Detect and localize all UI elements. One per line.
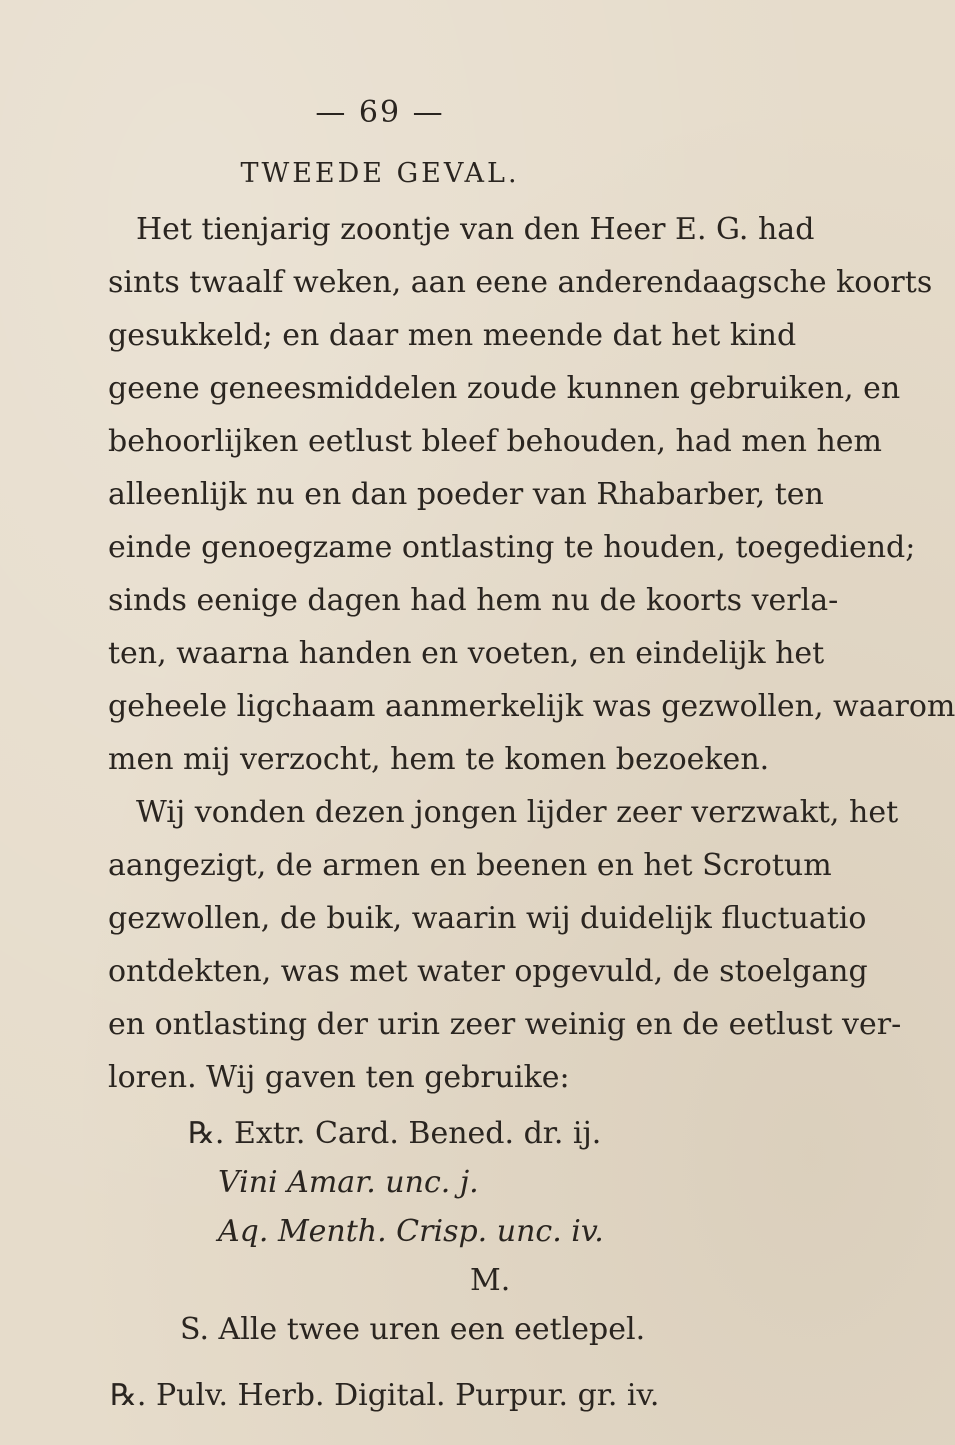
text-line: ten, waarna handen en voeten, en eindelijk het [108,636,825,671]
text-line: sinds eenige dagen had hem nu de koorts verla- [108,583,839,618]
text-line: gesukkeld; en daar men meende dat het kind [108,318,797,353]
text-line: gezwollen, de buik, waarin wij duidelijk fluctuatio [108,901,867,936]
text-line: behoorlijken eetlust bleef behouden, had men hem [108,424,882,459]
text-line: men mij verzocht, hem te komen bezoeken. [108,742,770,777]
text-line: geheele ligchaam aanmerkelijk was gezwollen, waarom [108,689,955,724]
text-line: sints twaalf weken, aan eene anderendaagsche koorts [108,265,933,300]
rx-line: ℞. Pulv. Herb. Digital. Purpur. gr. iv. [110,1378,660,1413]
text-line: einde genoegzame ontlasting te houden, toegediend; [108,530,916,565]
text-line: loren. Wij gaven ten gebruike: [108,1060,570,1095]
text-line: geene geneesmiddelen zoude kunnen gebruiken, en [108,371,901,406]
rx-line: Aq. Menth. Crisp. unc. iv. [218,1214,604,1249]
text-line: Wij vonden dezen jongen lijder zeer verzwakt, het [136,795,899,830]
rx-line: Vini Amar. unc. j. [218,1165,479,1200]
text-line: en ontlasting der urin zeer weinig en de eetlust ver- [108,1007,902,1042]
text-line: ontdekten, was met water opgevuld, de stoelgang [108,954,868,989]
rx-line: ℞. Extr. Card. Bened. dr. ij. [188,1116,602,1151]
section-heading: TWEEDE GEVAL. [240,158,520,189]
text-line: aangezigt, de armen en beenen en het Scrotum [108,848,832,883]
text-line: alleenlijk nu en dan poeder van Rhabarber, ten [108,477,824,512]
page-number: — 69 — [315,95,445,130]
rx-line: M. [470,1263,511,1298]
rx-line: S. Alle twee uren een eetlepel. [180,1312,646,1347]
text-line: Het tienjarig zoontje van den Heer E. G. had [136,212,815,247]
